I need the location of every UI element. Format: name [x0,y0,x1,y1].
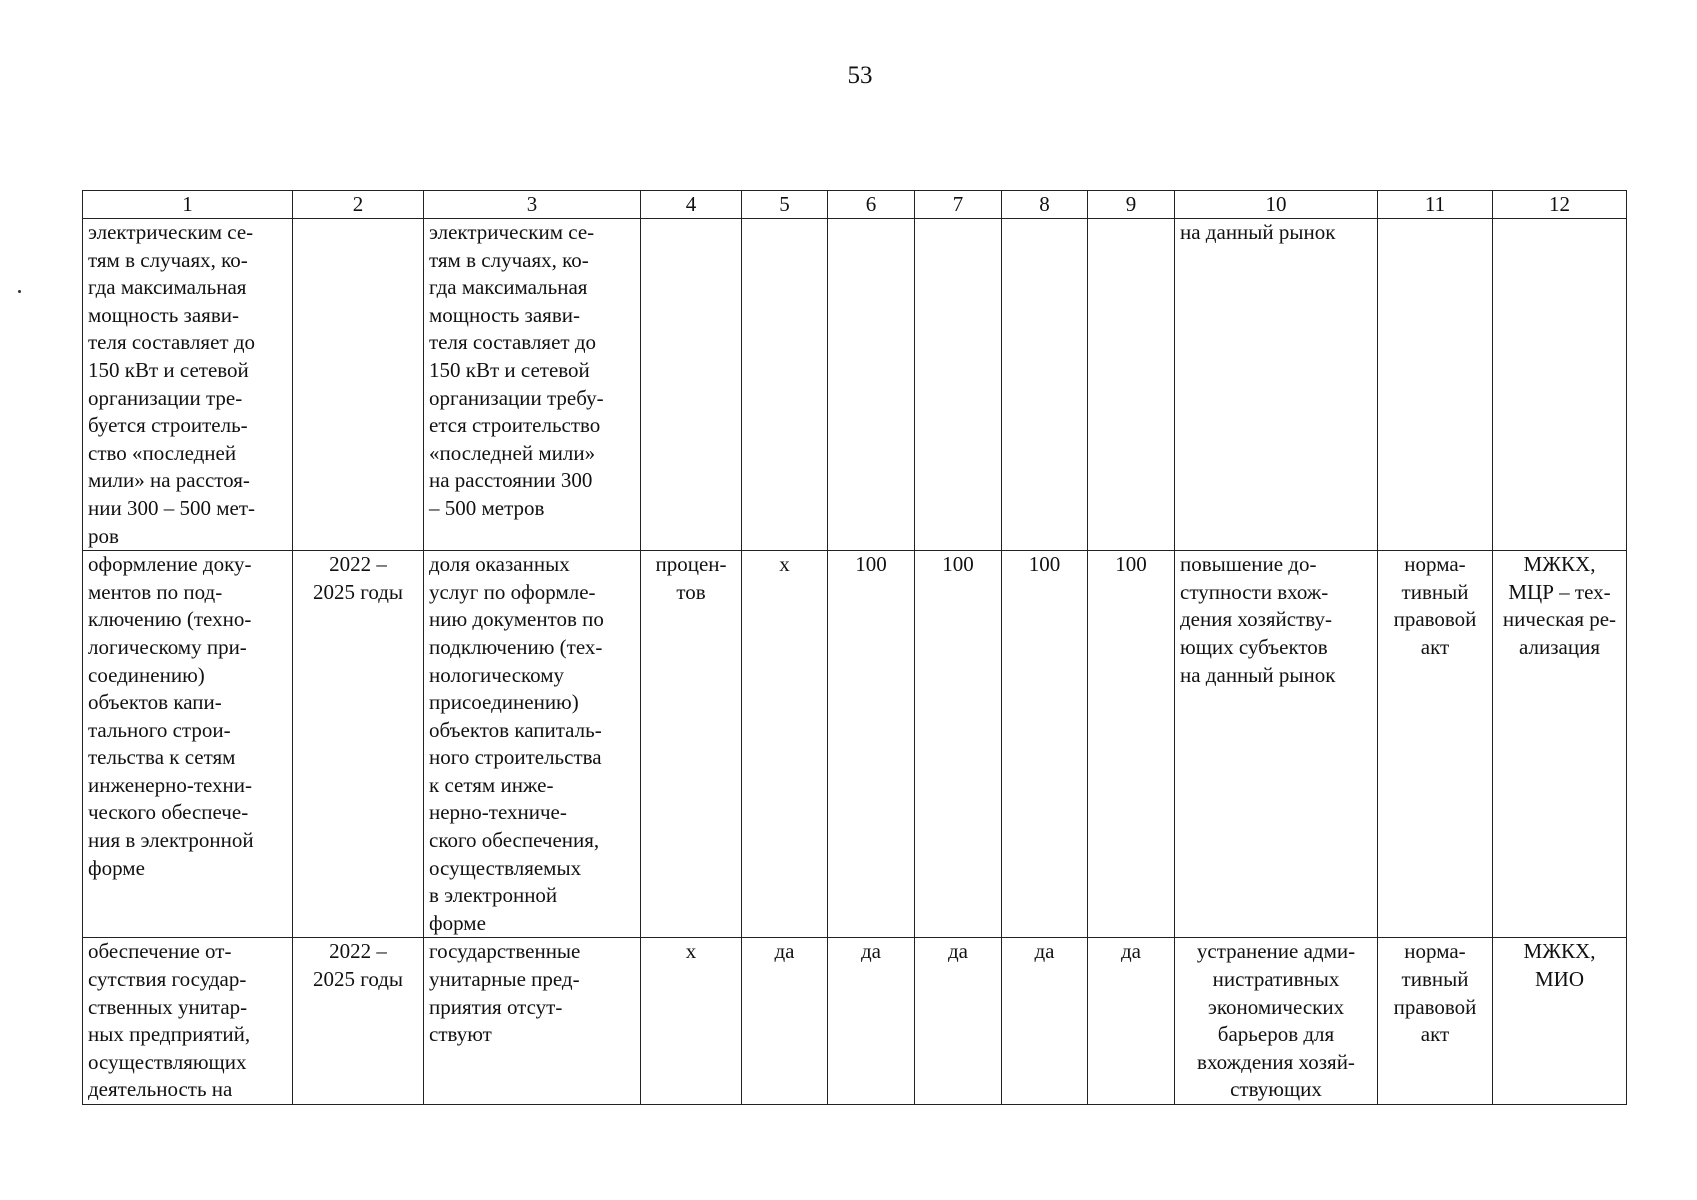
responsible-cell [1493,938,1627,1105]
measures-table [82,190,1627,1105]
period-text: 2022 – 2025 годы [312,939,404,992]
indicator-text: государственные унитарные пред- приятия отсут- ствуют [429,939,581,1047]
value-cell [1088,938,1175,1105]
table-row [83,219,1627,551]
value-cell [1002,551,1088,938]
result-text: повышение до- ступности вхож- дения хозяйству- ющих субъектов на данный рынок [1180,552,1336,687]
column-number-row [83,191,1627,219]
measure-cell [83,551,293,938]
responsible-text: МЖКХ, МЦР – тех- ническая ре- ализация [1502,552,1617,659]
value-cell [915,551,1002,938]
unit-text: х [685,939,697,964]
value-cell [1088,219,1175,551]
responsible-cell [1493,551,1627,938]
indicator-text: доля оказанных услуг по оформле- нию документов по подключению (тех- нологическому присоединению) объектов капиталь- ного строительства к сетям инже- нерно-техниче- ского обеспечения, осуществляемых в электронной форме [429,552,604,935]
measure-text: обеспечение от- сутствия государ- ственных унитар- ных предприятий, осуществляющих деятельность на [88,939,251,1102]
result-cell [1175,938,1378,1105]
measure-text: оформление доку- ментов по под- ключению (техно- логическому при- соединению) объектов капи- тального строи- тельства к сетям инженерно-техни- ческого обеспече- ния в электронной форме [88,552,254,880]
value-cell [828,551,915,938]
column-number: 1 [83,191,293,219]
measure-cell [83,938,293,1105]
value-text: 100 [942,552,974,577]
column-number: 7 [915,191,1002,219]
result-cell [1175,219,1378,551]
unit-text: процен- тов [655,552,727,604]
indicator-cell [424,219,641,551]
value-text: 100 [855,552,887,577]
column-number: 3 [424,191,641,219]
page-number: 53 [847,62,873,89]
responsible-cell [1493,219,1627,551]
value-text: 100 [1028,552,1061,577]
period-cell [293,938,424,1105]
value-cell [742,219,828,551]
period-cell [293,219,424,551]
unit-cell [641,551,742,938]
column-number: 4 [641,191,742,219]
document-type-cell [1378,219,1493,551]
document-type-cell [1378,551,1493,938]
value-text: да [860,939,881,964]
column-number: 6 [828,191,915,219]
column-number: 10 [1175,191,1378,219]
value-cell [742,938,828,1105]
value-cell [742,551,828,938]
column-number: 12 [1493,191,1627,219]
value-text: 100 [1115,552,1147,577]
table-row [83,938,1627,1105]
value-text: да [774,939,795,964]
value-text: да [1120,939,1141,964]
period-cell [293,551,424,938]
document-type-text: норма- тивный правовой акт [1393,552,1477,659]
indicator-cell [424,938,641,1105]
column-number: 5 [742,191,828,219]
responsible-text: МЖКХ, МИО [1523,939,1596,992]
value-cell [1002,938,1088,1105]
measure-text: электрическим се- тям в случаях, ко- гда максимальная мощность заяви- теля составляет до 150 кВт и сетевой организации тре- буется строитель- ство «последней мили» на расстоя- нии 300 – 500 мет- ров [88,220,256,548]
value-cell [915,219,1002,551]
scan-speck [18,290,21,293]
value-cell [915,938,1002,1105]
measure-cell [83,219,293,551]
indicator-text: электрическим се- тям в случаях, ко- гда максимальная мощность заяви- теля составляет до 150 кВт и сетевой организации требу- ется строительство «последней мили» на расстоянии 300 – 500 метров [429,220,604,520]
value-cell [828,938,915,1105]
value-cell [1002,219,1088,551]
column-number: 8 [1002,191,1088,219]
value-text: да [947,939,968,964]
indicator-cell [424,551,641,938]
column-number: 9 [1088,191,1175,219]
unit-cell [641,938,742,1105]
value-text: х [779,552,790,577]
column-number: 11 [1378,191,1493,219]
unit-cell [641,219,742,551]
result-cell [1175,551,1378,938]
document-type-cell [1378,938,1493,1105]
column-number: 2 [293,191,424,219]
value-text: да [1034,939,1055,964]
table-row [83,551,1627,938]
result-text: на данный рынок [1180,220,1336,244]
document-type-text: норма- тивный правовой акт [1393,939,1477,1047]
period-text: 2022 – 2025 годы [312,552,404,604]
value-cell [828,219,915,551]
result-text: устранение адми- нистративных экономических барьеров для вхождения хозяй- ствующих [1196,939,1356,1102]
value-cell [1088,551,1175,938]
